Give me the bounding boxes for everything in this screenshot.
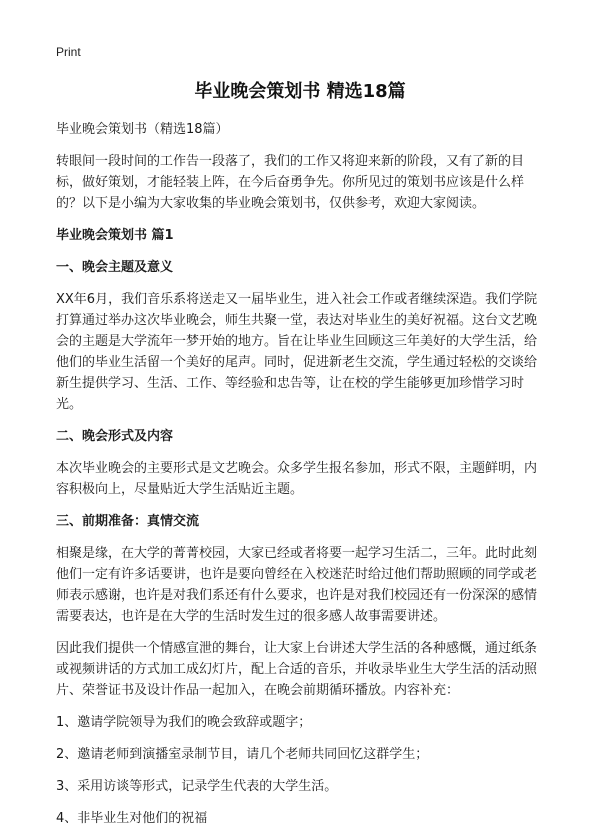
section-heading-theme: 一、晚会主题及意义: [56, 260, 174, 275]
page-title: 毕业晚会策划书 精选18篇: [194, 81, 406, 102]
section-paragraph-theme: XX年6月，我们音乐系将送走又一届毕业生，进入社会工作或者继续深造。我们学院打算通过举办这次毕业晚会，师生共聚一堂，表达对毕业生的美好祝福。这台文艺晚会的主题是大学流年一梦开始的地方。旨在让毕业生回顾这三年美好的大学生活，给他们的毕业生活留一个美好的尾声。同时，促进新老生交流，学生通过轻松的交谈给新生提供学习、生活、工作、等经验和忠告等，让在校的学生能够更加珍惜学习时光。: [56, 292, 538, 412]
list-item: 3、采用访谈等形式，记录学生代表的大学生活。: [56, 779, 338, 794]
section-paragraph-preparation-2: 因此我们提供一个情感宣泄的舞台，让大家上台讲述大学生活的各种感慨，通过纸条或视频讲话的方式加工成幻灯片，配上合适的音乐，并收录毕业生大学生活的活动照片、荣誉证书及设计作品一起加入，在晚会前期循环播放。内容补充：: [56, 641, 538, 698]
part-heading: 毕业晚会策划书 篇1: [56, 228, 174, 243]
section-heading-format: 二、晚会形式及内容: [56, 429, 174, 444]
document-subtitle: 毕业晚会策划书（精选18篇）: [56, 122, 229, 137]
section-paragraph-format: 本次毕业晚会的主要形式是文艺晚会。众多学生报名参加，形式不限，主题鲜明，内容积极向上，尽量贴近大学生活贴近主题。: [56, 461, 538, 497]
section-heading-preparation: 三、前期准备：真情交流: [56, 514, 200, 529]
section-paragraph-preparation-1: 相聚是缘，在大学的菁菁校园，大家已经或者将要一起学习生活二，三年。此时此刻他们一定有许多话要讲，也许是要向曾经在入校迷茫时给过他们帮助照顾的同学或老师表示感谢，也许是对我们系还有什么要求，也许是对我们校园还有一份深深的感情需要表达，也许是在大学的生活时发生过的很多感人故事需要讲述。: [56, 546, 538, 624]
document-body: [56, 119, 546, 840]
list-item: 4、非毕业生对他们的祝福: [56, 811, 208, 826]
list-item: 2、邀请老师到演播室录制节目，请几个老师共同回忆这群学生；: [56, 747, 429, 762]
intro-paragraph: 转眼间一段时间的工作告一段落了，我们的工作又将迎来新的阶段，又有了新的目标，做好策划，才能轻装上阵，在今后奋勇争先。你所见过的策划书应该是什么样的？以下是小编为大家收集的毕业晚会策划书，仅供参考，欢迎大家阅读。: [56, 154, 525, 211]
list-item: 1、邀请学院领导为我们的晚会致辞或题字；: [56, 715, 312, 730]
print-link[interactable]: Print: [56, 45, 81, 59]
